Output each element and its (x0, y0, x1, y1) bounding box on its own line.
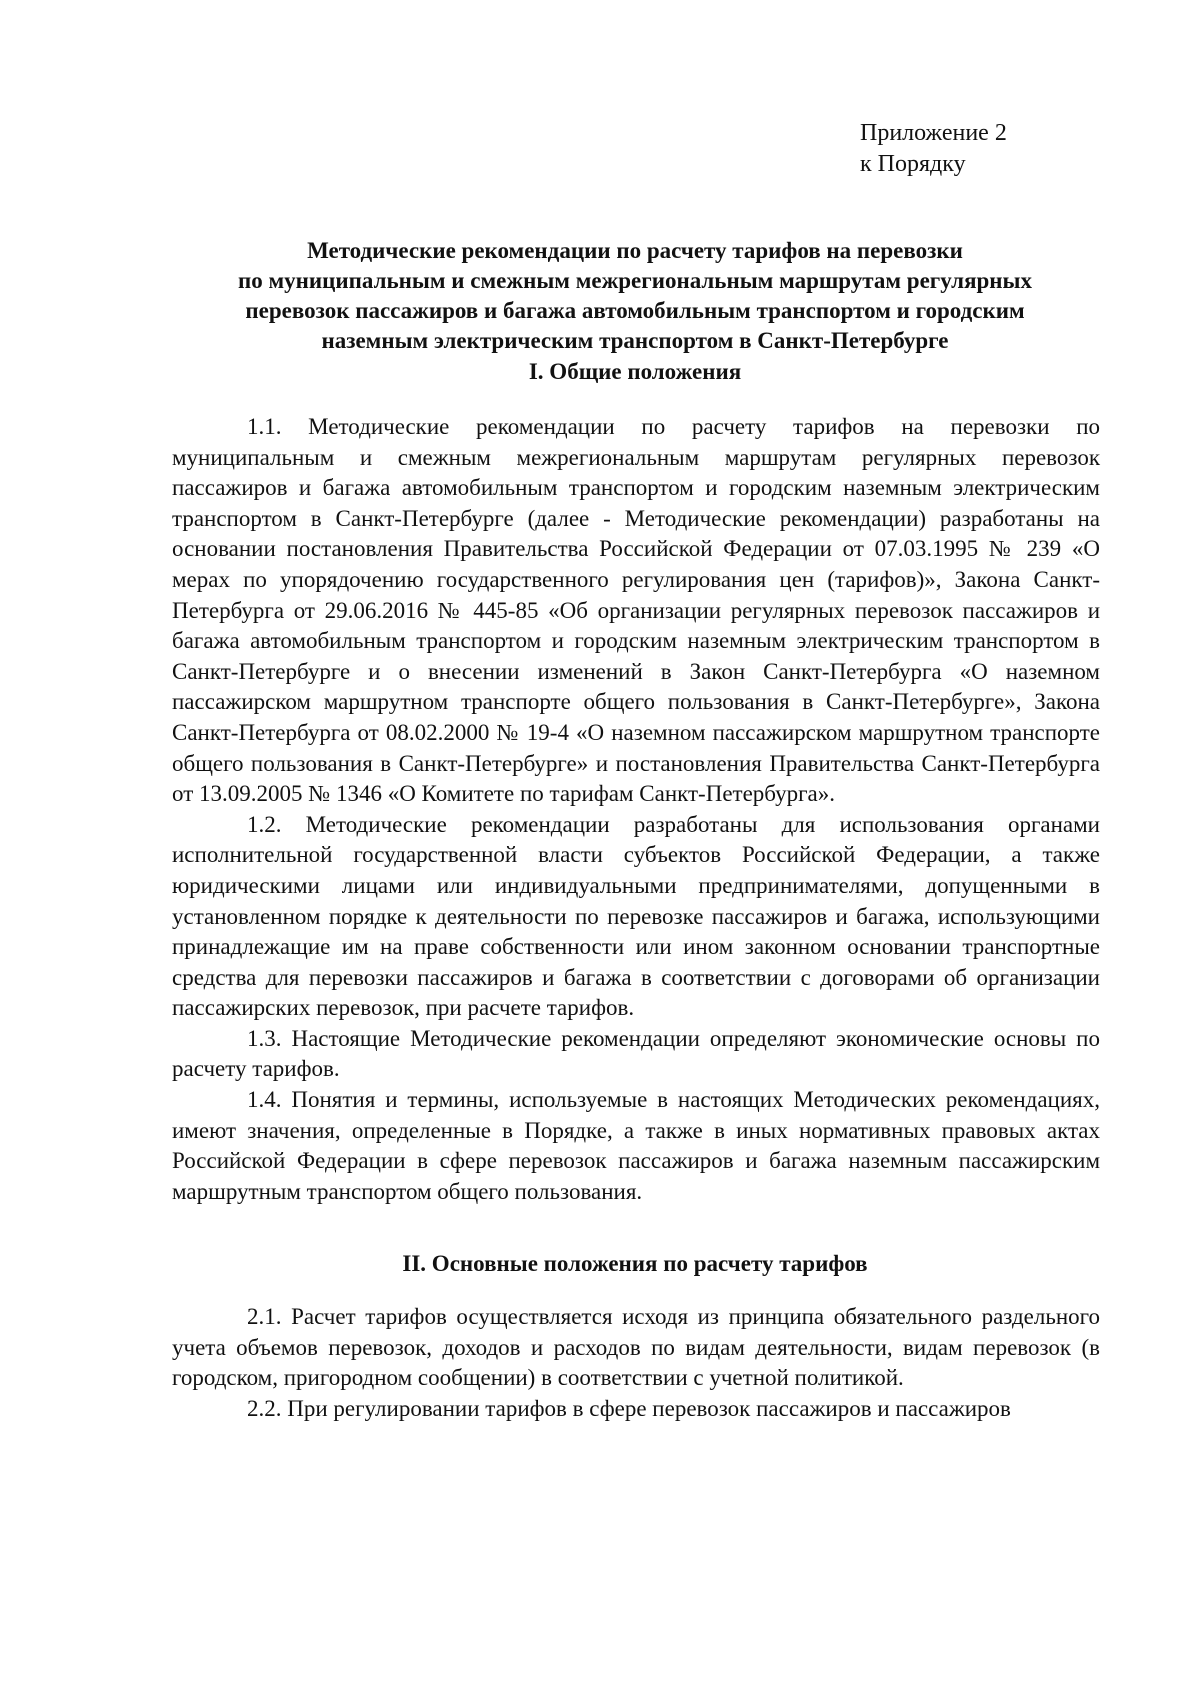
paragraph-1-2: 1.2. Методические рекомендации разработаны для использования органами исполнительной государственной власти субъектов Российской Федерации, а также юридическими лицами или индивидуальными предпринимателями, допущенными в установленном порядке к деятельности по перевозке пассажиров и багажа, использующими принадлежащие им на праве собственности или ином законном основании транспортные средства для перевозки пассажиров и багажа в соответствии с договорами об организации пассажирских перевозок, при расчете тарифов. (172, 811, 1100, 1021)
title-line: Методические рекомендации по расчету тарифов на перевозки (307, 238, 963, 263)
paragraph-2-1: 2.1. Расчет тарифов осуществляется исходя из принципа обязательного раздельного учета объемов перевозок, доходов и расходов по видам деятельности, видам перевозок (в городском, пригородном сообщении) в соответствии с учетной политикой. (172, 1304, 1100, 1391)
paragraph-1-3: 1.3. Настоящие Методические рекомендации определяют экономические основы по расчету тарифов. (172, 1025, 1100, 1082)
document-title (170, 236, 1100, 356)
section-2-body (172, 1302, 1100, 1424)
section-1-body (172, 412, 1100, 1207)
appendix-target: к Порядку (860, 151, 966, 177)
paragraph-1-4: 1.4. Понятия и термины, используемые в настоящих Методических рекомендациях, имеют значения, определенные в Порядке, а также в иных нормативных правовых актах Российской Федерации в сфере перевозок пассажиров и багажа наземным пассажирским маршрутным транспортом общего пользования. (172, 1087, 1100, 1204)
title-line: по муниципальным и смежным межрегиональным маршрутам регулярных (237, 268, 1033, 293)
title-line: перевозок пассажиров и багажа автомобильным транспортом и городским (245, 298, 1025, 323)
appendix-reference (860, 118, 1007, 180)
section-1-heading: I. Общие положения (528, 359, 742, 384)
appendix-number: Приложение 2 (860, 120, 1007, 146)
title-line: наземным электрическим транспортом в Санкт-Петербурге (321, 328, 949, 353)
paragraph-1-1: 1.1. Методические рекомендации по расчету тарифов на перевозки по муниципальным и смежным межрегиональным маршрутам регулярных перевозок пассажиров и багажа автомобильным транспортом и городским наземным электрическим транспортом в Санкт-Петербурге (далее - Методические рекомендации) разработаны на основании постановления Правительства Российской Федерации от 07.03.1995 № 239 «О мерах по упорядочению государственного регулирования цен (тарифов)», Закона Санкт-Петербурга от 29.06.2016 № 445-85 «Об организации регулярных перевозок пассажиров и багажа автомобильным транспортом и городским наземным электрическим транспортом в Санкт-Петербурге и о внесении изменений в Закон Санкт-Петербурга «О наземном пассажирском маршрутном транспорте общего пользования в Санкт-Петербурге», Закона Санкт-Петербурга от 08.02.2000 № 19-4 «О наземном пассажирском маршрутном транспорте общего пользования в Санкт-Петербурге» и постановления Правительства Санкт-Петербурга от 13.09.2005 № 1346 «О Комитете по тарифам Санкт-Петербурга». (172, 414, 1100, 807)
paragraph-2-2: 2.2. При регулировании тарифов в сфере перевозок пассажиров и пассажиров (247, 1395, 1011, 1421)
section-2-heading: II. Основные положения по расчету тарифов (402, 1251, 868, 1276)
